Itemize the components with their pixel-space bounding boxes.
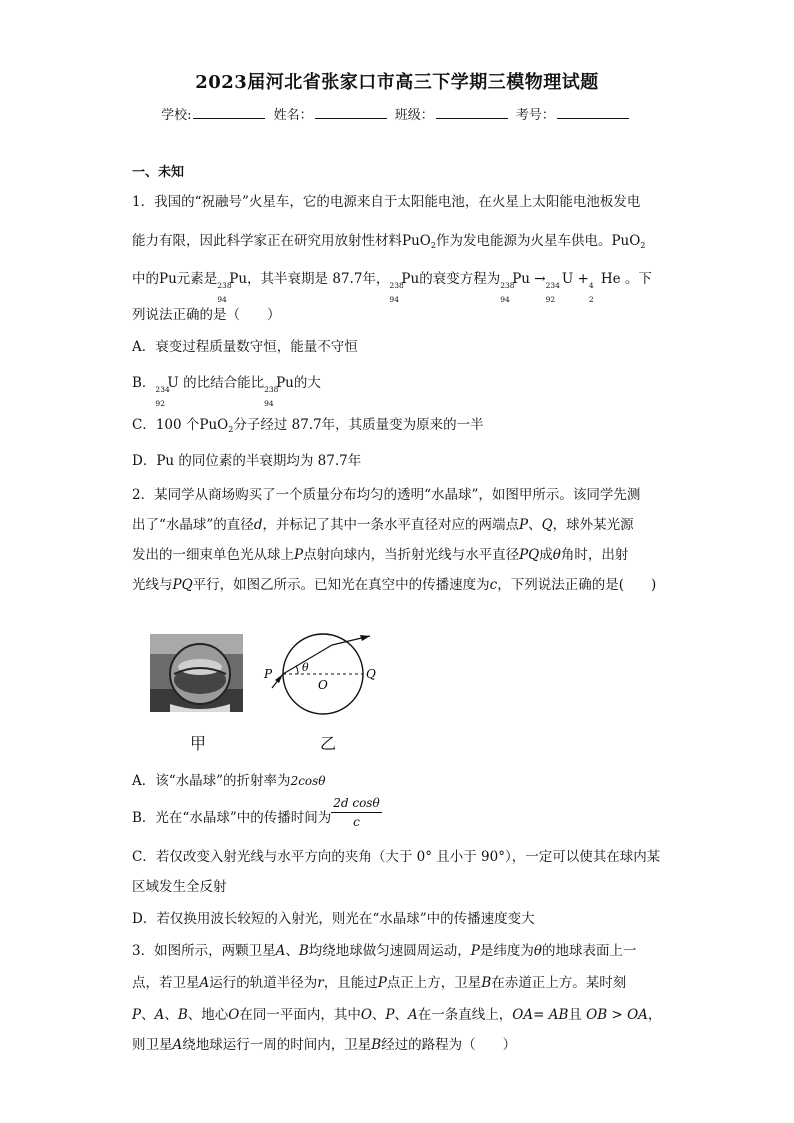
label-p: P: [264, 667, 273, 681]
ray-diagram: [260, 626, 390, 721]
q2-line-2-b: ，并标记了其中一条水平直径对应的两端点: [262, 517, 519, 533]
q3-line-4: 则卫星A绕地球运行一周的时间内，卫星B经过的路程为（ ）: [132, 1037, 517, 1053]
figure-yi-caption: 乙: [320, 734, 337, 753]
q3-line-2: 点，若卫星A运行的轨道半径为r，且能过P点正上方，卫星B在赤道正上方。某时刻: [132, 975, 627, 991]
q1-line-3: 中的Pu元素是 238 94 Pu，其半衰期是 87.7年， 238 94 Pu的衰变方程为 238 94 Pu → 234 92 U + 4 2 He 。下: [132, 271, 652, 304]
q3-line-1-e: 的地球表面上一: [542, 943, 637, 959]
section-heading: 一、未知: [132, 165, 185, 180]
q1-line-2: 能力有限，因此科学家正在研究用放射性材料PuO$_2$作为发电能源为火星车供电。PuO$_2$: [132, 233, 646, 250]
q1-line-3-d: Pu →: [512, 271, 546, 287]
crystal-ball-photo: [150, 634, 243, 712]
q2-option-d: D．若仅换用波长较短的入射光，则光在“水晶球”中的传播速度变大: [132, 911, 535, 927]
name-blank[interactable]: [315, 106, 387, 119]
q3-line-3: P、A、B、地心O在同一平面内，其中O、P、A在一条直线上，OA= AB且 OB > OA，: [132, 1007, 662, 1023]
q2-line-1: 2．某同学从商场购买了一个质量分布均匀的透明“水晶球”，如图甲所示。该同学先测: [132, 487, 641, 503]
q1-option-b: B． 234 92 U 的比结合能比 238 94 Pu的大: [132, 375, 321, 408]
number-label: 考号：: [515, 108, 555, 123]
q3-line-2-e: 在赤道正上方。某时刻: [491, 975, 627, 991]
q2-option-a-text: A．该“水晶球”的折射率为: [132, 773, 291, 789]
incident-arrow-icon: [275, 674, 283, 683]
fraction-numerator: 2d cosθ: [331, 794, 381, 813]
q3-line-4-c: 经过的路程为（ ）: [381, 1037, 517, 1053]
q1-line-3-a: 中的Pu元素是: [132, 271, 218, 287]
q1-line-3-f: He 。下: [600, 271, 652, 287]
time-fraction: [331, 794, 381, 831]
q3-line-1-a: 3．如图所示，两颗卫星: [132, 943, 276, 959]
figure-jia-caption: 甲: [190, 734, 207, 753]
q2-option-a-formula: 2cosθ: [290, 774, 326, 788]
emergent-arrow-icon: [360, 635, 370, 641]
q2-line-3-d: 角时，出射: [560, 547, 629, 563]
q3-line-1-b: 、: [285, 943, 299, 959]
q2-line-3-c: 成: [539, 547, 553, 563]
q1-option-a: A．衰变过程质量数守恒，能量不守恒: [132, 339, 358, 355]
q1-line-4: 列说法正确的是（ ）: [132, 307, 281, 323]
q3-line-3-a2: 、: [164, 1007, 178, 1023]
class-label: 班级：: [394, 108, 434, 123]
fraction-denominator: c: [353, 815, 360, 829]
q3-line-2-b: 运行的轨道半径为: [209, 975, 318, 991]
student-info-line: [0, 104, 794, 123]
theta-arc: [296, 666, 298, 674]
q1-line-2-text: 能力有限，因此科学家正在研究用放射性材料PuO: [132, 233, 431, 249]
q2-option-a: [132, 772, 326, 790]
q2-option-b: [132, 796, 382, 831]
q2-line-4-b: 平行，如图乙所示。已知光在真空中的传播速度为: [192, 577, 490, 593]
school-label: 学校:: [161, 108, 192, 123]
q2-line-4: 光线与PQ平行，如图乙所示。已知光在真空中的传播速度为c，下列说法正确的是( ): [132, 577, 657, 593]
q1-option-c: C．100 个PuO$_2$分子经过 87.7年，其质量变为原来的一半: [132, 417, 484, 434]
q3-line-4-b: 绕地球运行一周的时间内，卫星: [182, 1037, 372, 1053]
q2-option-c-line-1: C．若仅改变入射光线与水平方向的夹角（大于 0° 且小于 90°），一定可以使其在球内某: [132, 849, 661, 865]
q1-option-b-text: U 的比结合能比: [167, 375, 265, 391]
q3-line-3-c: 在同一平面内，其中: [239, 1007, 361, 1023]
q3-line-3-b: 、地心: [187, 1007, 229, 1023]
q1-line-3-b: Pu，其半衰期是 87.7年，: [229, 271, 390, 287]
q1-line-1: 1．我国的“祝融号”火星车，它的电源来自于太阳能电池，在火星上太阳能电池板发电: [132, 194, 641, 210]
q2-line-2-d: ，球外某光源: [552, 517, 634, 533]
q1-option-b-label: B．: [132, 375, 156, 391]
q2-option-b-text: B．光在“水晶球”中的传播时间为: [132, 810, 332, 826]
q2-option-c-line-2: 区域发生全反射: [132, 879, 227, 895]
label-o: O: [318, 678, 328, 692]
q2-line-4-a: 光线与: [132, 577, 173, 593]
q1-option-c-text: C．100 个PuO: [132, 417, 229, 433]
q1-option-d: D．Pu 的同位素的半衰期均为 87.7年: [132, 453, 362, 469]
q2-line-2-c: 、: [528, 517, 542, 533]
q3-line-3-a: 、: [141, 1007, 155, 1023]
label-theta: θ: [302, 661, 309, 674]
q2-line-4-c: ，下列说法正确的是( ): [497, 577, 657, 593]
q1-line-3-e: U +: [557, 271, 589, 287]
q1-line-3-c: Pu的衰变方程为: [401, 271, 501, 287]
q2-line-3-b: 点射向球内，当折射光线与水平直径: [303, 547, 520, 563]
q3-line-1-c: 均绕地球做匀速圆周运动，: [308, 943, 471, 959]
q2-line-3: 发出的一细束单色光从球上P点射向球内，当折射光线与水平直径PQ成θ角时，出射: [132, 547, 629, 563]
name-label: 姓名：: [273, 108, 313, 123]
q3-line-1-d: 是纬度为: [479, 943, 534, 959]
q1-line-2-text-b: 作为发电能源为火星车供电。PuO: [435, 233, 641, 249]
q2-line-3-a: 发出的一细束单色光从球上: [132, 547, 294, 563]
school-blank[interactable]: [193, 106, 265, 119]
q1-option-b-text-2: Pu的大: [276, 375, 321, 391]
q3-line-1: 3．如图所示，两颗卫星A、B均绕地球做匀速圆周运动，P是纬度为θ的地球表面上一: [132, 943, 637, 959]
q2-line-2: 出了“水晶球”的直径d，并标记了其中一条水平直径对应的两端点P、Q，球外某光源: [132, 517, 634, 533]
q3-line-3-d: 在一条直线上，: [417, 1007, 513, 1023]
q3-line-2-a: 点，若卫星: [132, 975, 200, 991]
q3-line-2-c: ，且能过: [323, 975, 378, 991]
q3-line-2-d: 点正上方，卫星: [386, 975, 482, 991]
number-blank[interactable]: [557, 106, 629, 119]
q1-option-c-text-2: 分子经过 87.7年，其质量变为原来的一半: [233, 417, 484, 433]
q2-line-2-a: 出了“水晶球”的直径: [132, 517, 254, 533]
class-blank[interactable]: [436, 106, 508, 119]
label-q: Q: [366, 667, 376, 681]
page-title: 2023届河北省张家口市高三下学期三模物理试题: [195, 72, 599, 93]
q3-line-4-a: 则卫星: [132, 1037, 173, 1053]
